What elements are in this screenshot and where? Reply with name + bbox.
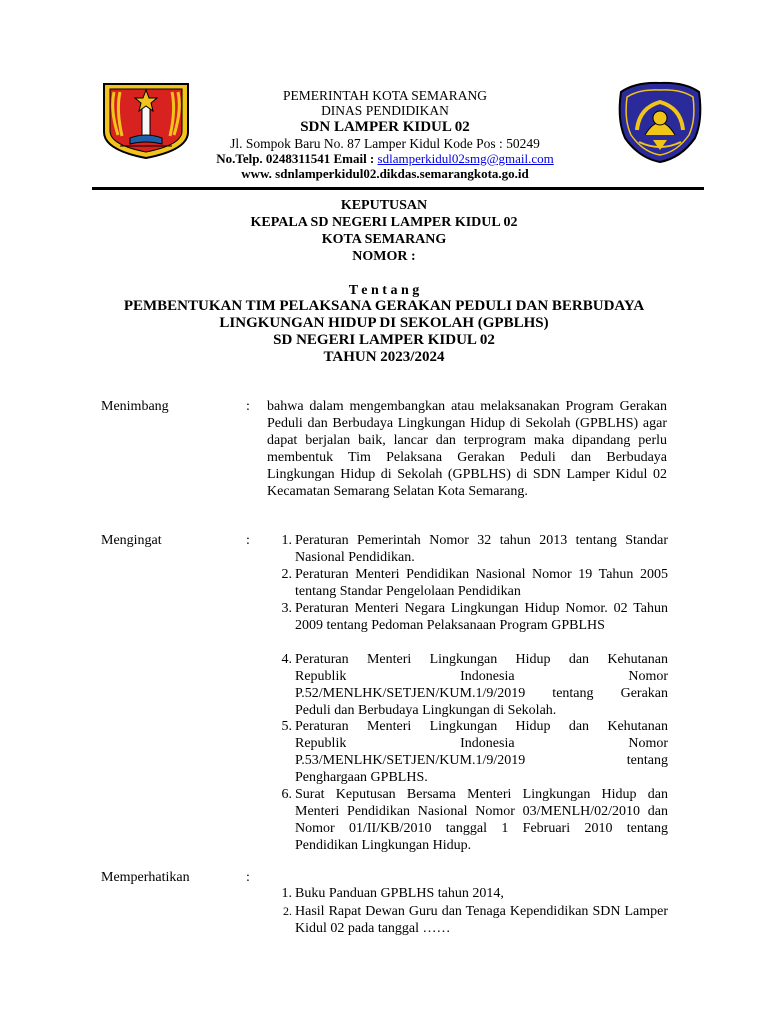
list-item-number: 1. <box>281 886 292 901</box>
list-item-line: Peduli dan Berbudaya Lingkungan di Sekolah. <box>295 703 557 718</box>
list-item-text: Hasil Rapat Dewan Guru dan Tenaga Kependidikan SDN Lamper Kidul 02 pada tanggal …… <box>295 904 668 936</box>
list-item-number: 2. <box>283 904 292 918</box>
list-item-text: Buku Panduan GPBLHS tahun 2014, <box>295 886 504 901</box>
list-item-line: Republik Indonesia Nomor <box>295 669 668 684</box>
list-item-line: Peraturan Menteri Lingkungan Hidup dan Kehutanan <box>295 652 668 667</box>
list-item-text: Peraturan Menteri Negara Lingkungan Hidup Nomor. 02 Tahun 2009 tentang Pedoman Pelaksanaan Program GPBLHS <box>295 601 668 633</box>
list-item-text: Peraturan Pemerintah Nomor 32 tahun 2013 tentang Standar Nasional Pendidikan. <box>295 533 668 565</box>
list-item-text <box>295 718 668 786</box>
decree-subject-line-3: SD NEGERI LAMPER KIDUL 02 <box>273 332 495 348</box>
letterhead-school-name: SDN LAMPER KIDUL 02 <box>300 119 470 135</box>
decree-issuer: KEPALA SD NEGERI LAMPER KIDUL 02 <box>250 215 518 230</box>
decree-subject-line-1: PEMBENTUKAN TIM PELAKSANA GERAKAN PEDULI DAN BERBUDAYA <box>123 298 645 314</box>
letterhead-phone: No.Telp. 0248311541 Email : <box>216 151 378 166</box>
letterhead-website: www. sdnlamperkidul02.dikdas.semarangkota.go.id <box>241 166 529 181</box>
letterhead-divider <box>92 187 704 190</box>
menimbang-label: Menimbang <box>101 399 169 414</box>
menimbang-colon: : <box>246 399 250 414</box>
tut-wuri-handayani-emblem-icon <box>615 80 705 165</box>
list-item-line: Penghargaan GPBLHS. <box>295 770 428 785</box>
list-item-line: Peraturan Menteri Lingkungan Hidup dan Kehutanan <box>295 719 668 734</box>
letterhead-address: Jl. Sompok Baru No. 87 Lamper Kidul Kode Pos : 50249 <box>230 136 540 151</box>
list-item-text <box>295 651 668 719</box>
decree-number: NOMOR : <box>352 249 416 264</box>
decree-subject-line-4: TAHUN 2023/2024 <box>323 349 445 365</box>
list-item-text: Peraturan Menteri Pendidikan Nasional Nomor 19 Tahun 2005 tentang Standar Pengelolaan Pendidikan <box>295 567 668 599</box>
list-item-number: 5. <box>281 719 292 734</box>
list-item-number: 1. <box>281 533 292 548</box>
list-item-number: 4. <box>281 652 292 667</box>
semarang-city-crest-icon <box>100 80 192 160</box>
email-link[interactable]: sdlamperkidul02smg@gmail.com <box>377 151 554 166</box>
decree-subject-line-2: LINGKUNGAN HIDUP DI SEKOLAH (GPBLHS) <box>219 315 549 331</box>
list-item-number: 2. <box>281 567 292 582</box>
decree-city: KOTA SEMARANG <box>321 232 447 247</box>
letterhead-contact <box>195 151 575 167</box>
letterhead-department: DINAS PENDIDIKAN <box>321 103 449 118</box>
list-item-text: Surat Keputusan Bersama Menteri Lingkungan Hidup dan Menteri Pendidikan Nasional Nomor 03/MENLH/02/2010 dan Nomor 01/II/KB/2010 tanggal 1 Februari 2010 tentang Pendidikan Lingkungan Hidup. <box>295 787 668 853</box>
mengingat-label: Mengingat <box>101 533 162 548</box>
decree-title: KEPUTUSAN <box>340 198 428 213</box>
list-item-number: 3. <box>281 601 292 616</box>
decree-about-label: T e n t a n g <box>348 283 420 298</box>
list-item-number: 6. <box>281 787 292 802</box>
list-item-line: P.53/MENLHK/SETJEN/KUM.1/9/2019 tentang <box>295 753 668 768</box>
memperhatikan-colon: : <box>246 870 250 885</box>
memperhatikan-label: Memperhatikan <box>101 870 190 885</box>
list-item-line: Republik Indonesia Nomor <box>295 736 668 751</box>
list-item-line: P.52/MENLHK/SETJEN/KUM.1/9/2019 tentang Gerakan <box>295 686 668 701</box>
menimbang-text: bahwa dalam mengembangkan atau melaksanakan Program Gerakan Peduli dan Berbudaya Lingkungan Hidup di Sekolah (GPBLHS) agar dapat berjalan baik, lancar dan terprogram maka dipandang perlu membentuk Tim Pelaksana Gerakan Peduli dan Berbudaya Lingkungan Hidup di Sekolah (GPBLHS) di SDN Lamper Kidul 02 Kecamatan Semarang Selatan Kota Semarang. <box>267 399 667 499</box>
letterhead-government: PEMERINTAH KOTA SEMARANG <box>282 88 488 103</box>
mengingat-colon: : <box>246 533 250 548</box>
